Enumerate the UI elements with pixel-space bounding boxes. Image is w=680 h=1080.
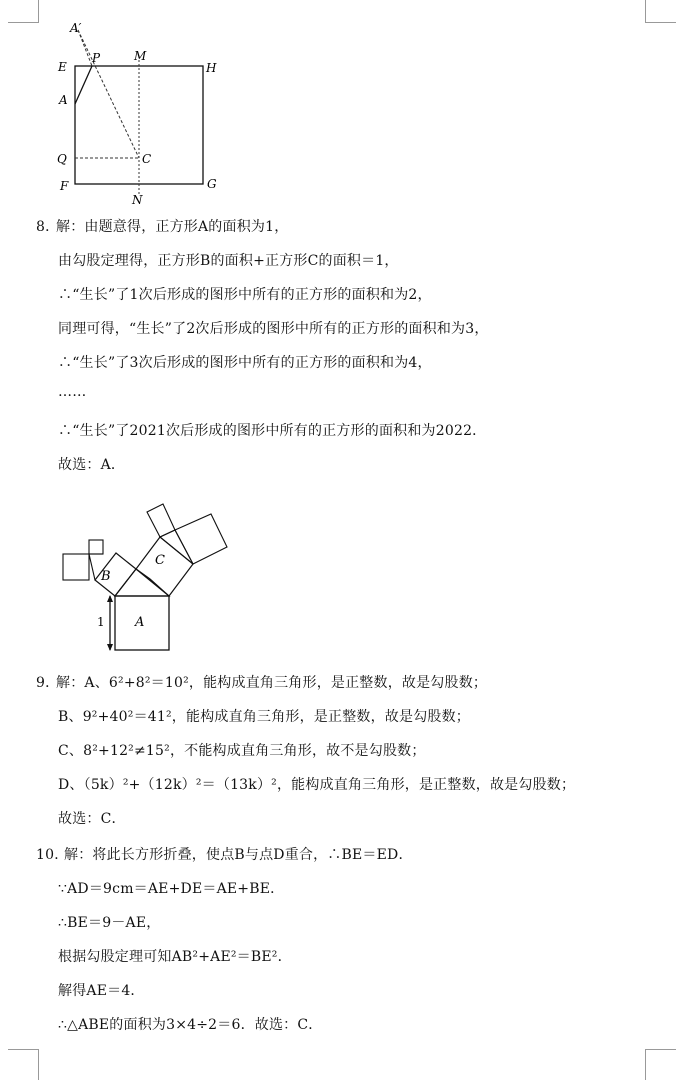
q9-line-3: C、8²+12²≠15²，不能构成直角三角形，故不是勾股数； [58, 743, 426, 759]
q10-line-4: 根据勾股定理可知AB²+AE²＝BE²． [58, 949, 292, 965]
q10-line-2: ∵AD＝9cm＝AE+DE＝AE+BE． [58, 881, 285, 897]
label-P: P [92, 51, 101, 65]
q8-line-3: ∴“生长”了1次后形成的图形中所有的正方形的面积和为2， [58, 287, 432, 303]
corner-mark-bottom-left [8, 1049, 39, 1080]
q8-line-6: …… [58, 384, 87, 400]
line-AP [75, 66, 92, 104]
label-A-prime: A′ [70, 21, 82, 35]
label-C: C [142, 152, 152, 166]
q8-line-8: 故选：A． [58, 457, 126, 473]
q8-line-7: ∴“生长”了2021次后形成的图形中所有的正方形的面积和为2022． [58, 423, 487, 439]
label-square-A: A [135, 615, 145, 630]
label-M: M [134, 49, 147, 63]
corner-mark-top-right [645, 0, 676, 23]
label-E: E [58, 60, 67, 74]
square-small-2 [89, 540, 103, 554]
figure-pythagoras-tree [55, 492, 240, 657]
arrow-down [107, 644, 113, 651]
arrow-up [107, 595, 113, 602]
label-1: 1 [97, 615, 105, 629]
line-A-prime-C [78, 30, 139, 158]
label-square-B: B [101, 569, 111, 584]
tree-link-2 [89, 554, 95, 580]
corner-mark-top-left [8, 0, 39, 23]
q8-line-1: 解：由题意得，正方形A的面积为1， [56, 219, 289, 235]
q9-number: 9． [36, 675, 60, 691]
label-square-C: C [155, 553, 165, 568]
q8-line-2: 由勾股定理得，正方形B的面积+正方形C的面积＝1， [58, 253, 399, 269]
q9-line-4: D、（5k）²+（12k）²＝（13k）²，能构成直角三角形，是正整数，故是勾股数； [58, 777, 576, 793]
q10-number: 10． [36, 847, 69, 863]
label-Q: Q [57, 152, 67, 166]
square-top-left [147, 504, 175, 537]
q8-line-4: 同理可得，“生长”了2次后形成的图形中所有的正方形的面积和为3， [58, 321, 489, 337]
square-small-1 [63, 554, 89, 580]
label-H: H [206, 61, 217, 75]
label-N: N [132, 193, 143, 207]
q8-line-5: ∴“生长”了3次后形成的图形中所有的正方形的面积和为4， [58, 355, 432, 371]
q10-line-6: ∴△ABE的面积为3×4÷2＝6．故选：C． [58, 1017, 323, 1033]
q10-line-1: 解：将此长方形折叠，使点B与点D重合，∴BE＝ED． [64, 847, 413, 863]
q10-line-3: ∴BE＝9－AE， [58, 915, 161, 931]
q10-line-5: 解得AE＝4． [58, 983, 145, 999]
square-top-right [175, 514, 227, 564]
figure-fold-square [50, 18, 230, 208]
q9-line-2: B、9²+40²＝41²，能构成直角三角形，是正整数，故是勾股数； [58, 709, 470, 725]
label-F: F [60, 179, 69, 193]
label-G: G [207, 177, 217, 191]
line-A-prime-P [78, 30, 92, 66]
corner-mark-bottom-right [645, 1049, 676, 1080]
label-A: A [59, 93, 68, 107]
q8-number: 8． [36, 219, 60, 235]
q9-line-1: 解：A、6²+8²＝10²，能构成直角三角形，是正整数，故是勾股数； [56, 675, 488, 691]
q9-line-5: 故选：C． [58, 811, 126, 827]
triangle-base [115, 569, 169, 596]
